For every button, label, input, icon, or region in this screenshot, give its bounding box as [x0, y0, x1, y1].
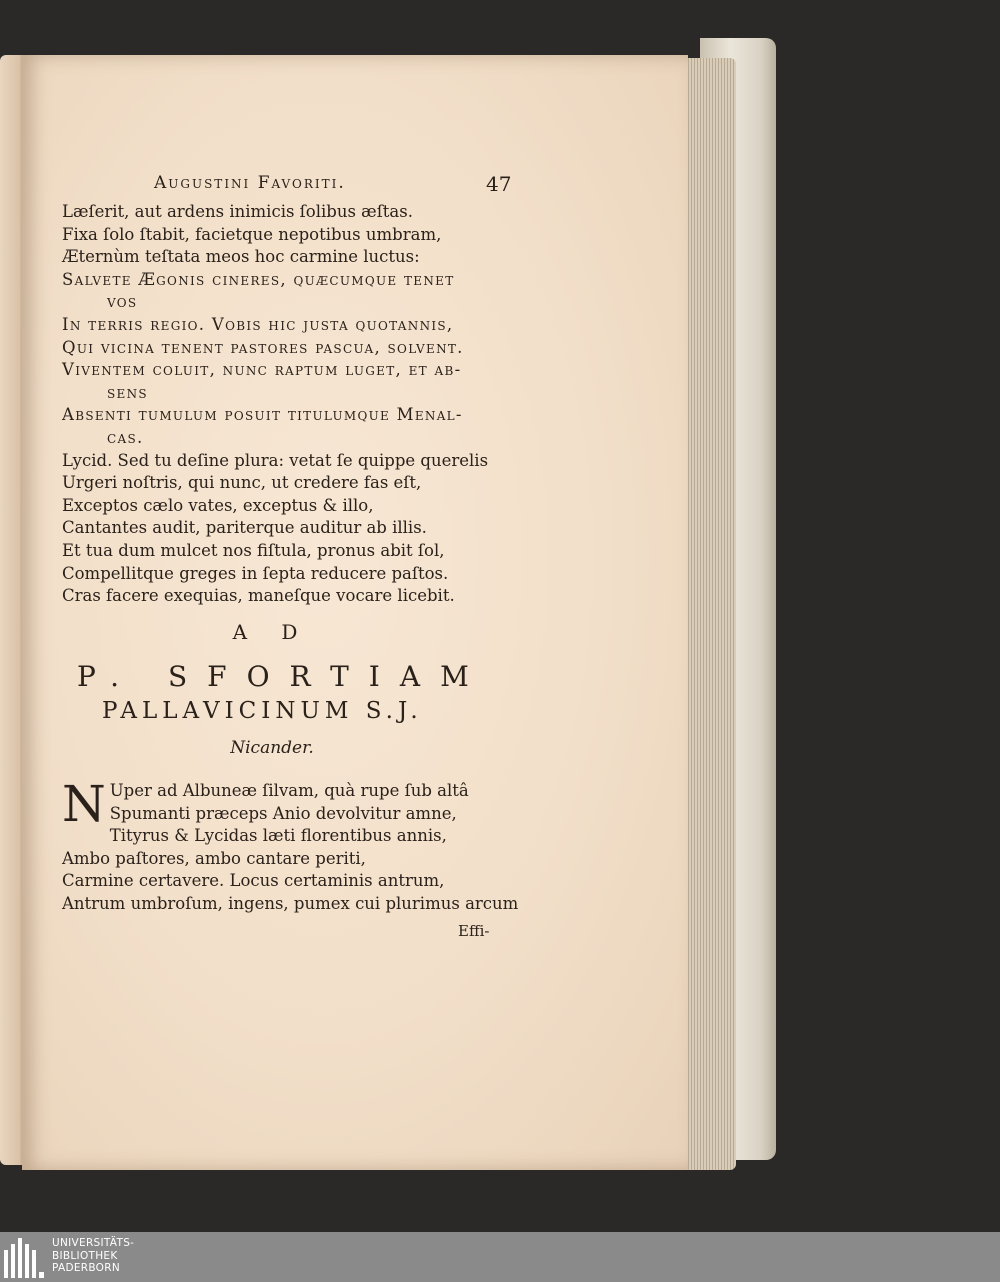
verse-line: Compellitque greges in ſepta reducere paſtos. [62, 563, 449, 583]
dedication-ad: A D [232, 620, 312, 644]
verse-line: Absenti tumulum posuit titulumque Menal- [62, 405, 463, 425]
verse-line: cas. [107, 427, 144, 447]
poem-block [62, 775, 532, 916]
verse-line: Læſerit, aut ardens inimicis ſolibus æſtas. [62, 202, 413, 221]
logo-line-1: UNIVERSITÄTS- [52, 1237, 135, 1249]
logo-line-3: PADERBORN [52, 1262, 120, 1274]
running-head: Augustini Favoriti. [154, 173, 346, 193]
verse-line: sens [107, 382, 148, 402]
dedication-name-line-1: P. SFORTIAM [77, 660, 489, 693]
book-page [22, 55, 688, 1170]
poem-line: Tityrus & Lycidas læti florentibus annis, [109, 826, 447, 846]
verse-line: Urgeri noſtris, qui nunc, ut credere fas eſt, [62, 473, 422, 493]
verse-line: Æternùm teſtata meos hoc carmine luctus: [62, 247, 420, 267]
library-bars-icon [4, 1238, 44, 1278]
verse-line: Qui vicina tenent pastores pascua, solvent. [62, 337, 464, 357]
poem-subtitle: Nicander. [230, 738, 314, 758]
catchword: Effi- [458, 922, 490, 940]
poem-line: Carmine certavere. Locus certaminis antrum, [62, 871, 445, 891]
verse-line: vos [107, 292, 138, 312]
verse-line: Viventem coluit, nunc raptum luget, et ab- [62, 360, 462, 380]
poem-line: Antrum umbroſum, ingens, pumex cui plurimus arcum [62, 893, 519, 913]
verse-line: Salvete Ægonis cineres, quæcumque tenet [62, 269, 455, 289]
library-logo-text [52, 1237, 134, 1275]
footer-bar [0, 1232, 1000, 1282]
drop-cap: N [62, 775, 106, 833]
verse-line: Et tua dum mulcet nos fiſtula, pronus abit ſol, [62, 540, 445, 560]
poem-line: Ambo paſtores, ambo cantare periti, [62, 848, 366, 868]
verse-line: Exceptos cælo vates, exceptus & illo, [62, 495, 374, 515]
verse-line: Cras facere exequias, maneſque vocare licebit. [62, 586, 455, 606]
dedication-name-line-2: PALLAVICINUM S.J. [102, 698, 423, 724]
verse-line: Cantantes audit, pariterque auditur ab illis. [62, 518, 427, 538]
poem-line: Uper ad Albuneæ ſilvam, quà rupe ſub altâ [109, 781, 469, 800]
verse-block [62, 201, 522, 608]
poem-line: Spumanti præceps Anio devolvitur amne, [109, 803, 457, 823]
verse-line: Lycid. Sed tu deſine plura: vetat ſe quippe querelis [62, 450, 489, 470]
page-number: 47 [486, 172, 512, 196]
logo-line-2: BIBLIOTHEK [52, 1249, 118, 1262]
page-edges [680, 58, 736, 1170]
verse-line: Fixa ſolo ſtabit, facietque nepotibus umbram, [62, 224, 442, 244]
verse-line: In terris regio. Vobis hic justa quotannis, [62, 314, 454, 334]
